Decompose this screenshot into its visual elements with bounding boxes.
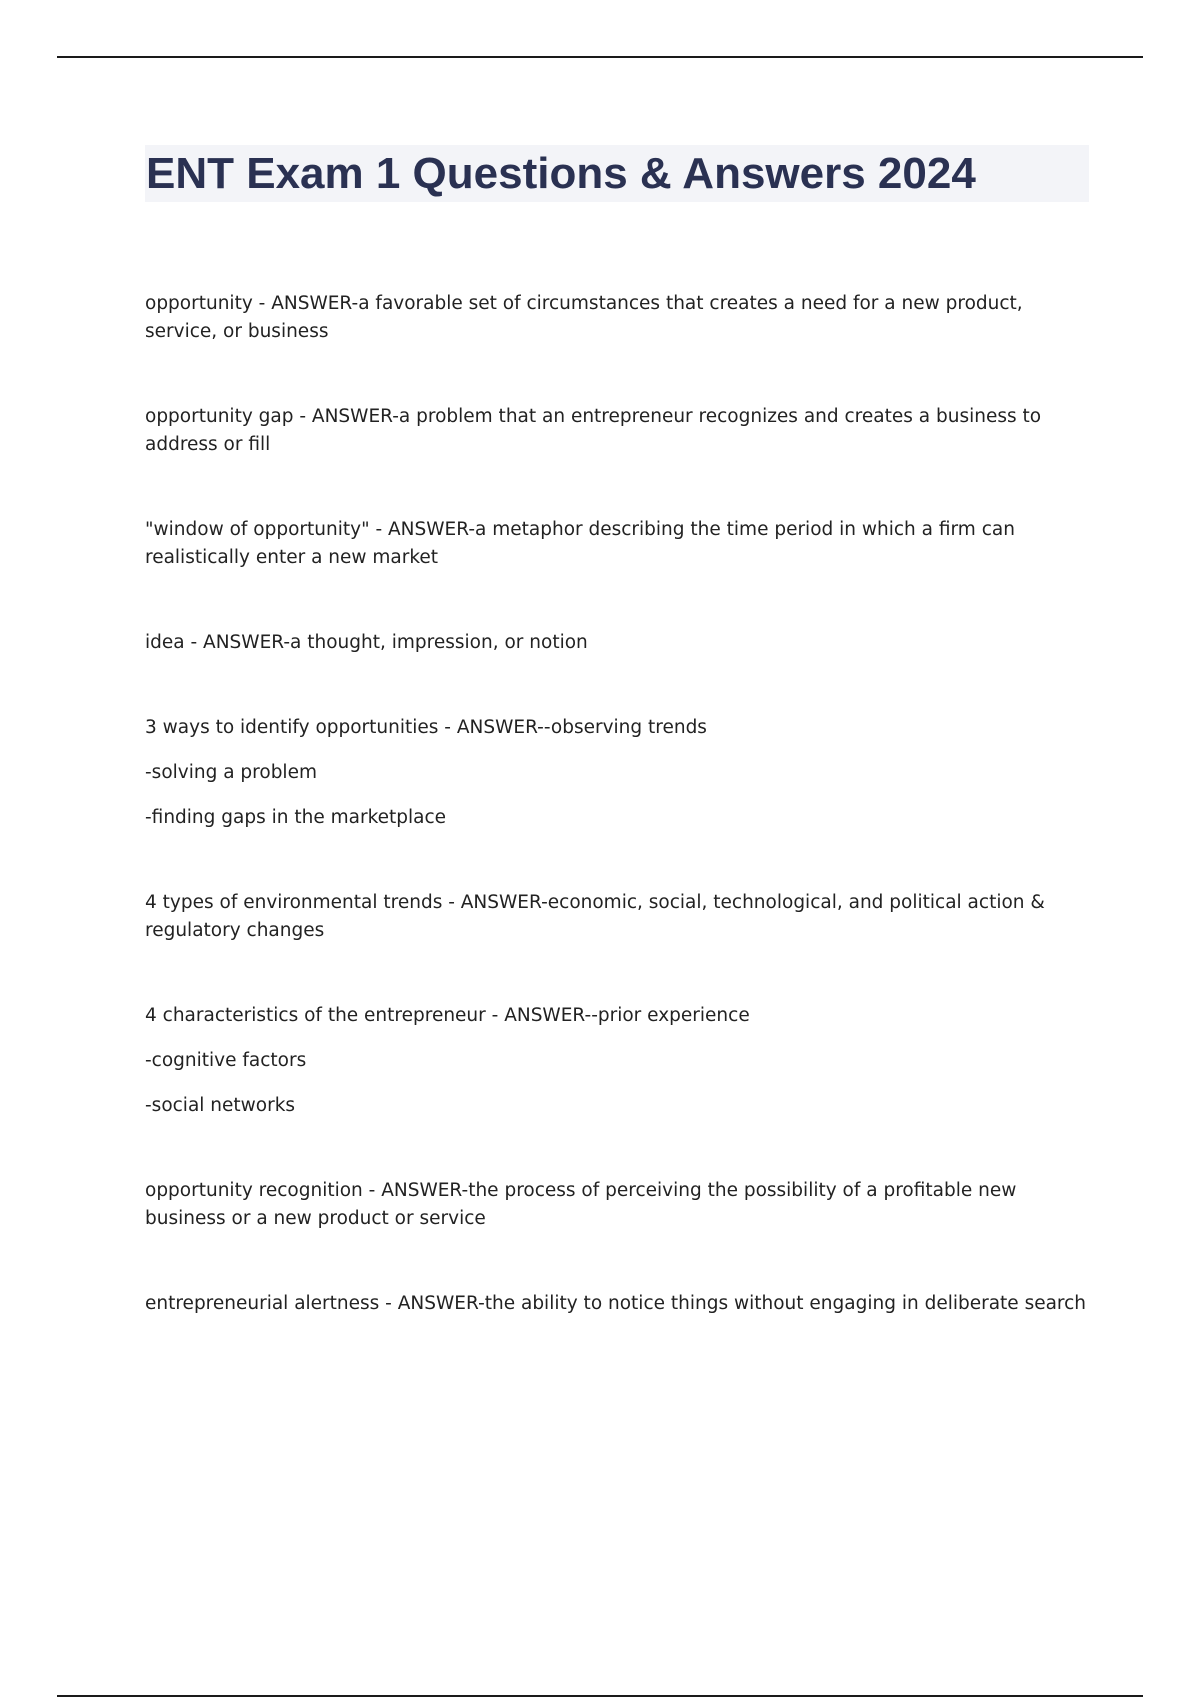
qa-text: 4 characteristics of the entrepreneur - ANSWER--prior experience — [145, 1005, 750, 1026]
qa-entry — [145, 889, 1095, 945]
qa-list — [145, 290, 1095, 1375]
qa-entry — [145, 629, 1095, 657]
top-rule — [57, 56, 1143, 58]
qa-list-item: -solving a problem — [145, 762, 317, 783]
qa-text: idea - ANSWER-a thought, impression, or notion — [145, 632, 588, 653]
qa-list-item: -social networks — [145, 1095, 296, 1116]
qa-entry — [145, 714, 1095, 832]
qa-text: opportunity gap - ANSWER-a problem that an entrepreneur recognizes and creates a business to address or fill — [145, 406, 1042, 455]
qa-list-item: -cognitive factors — [145, 1050, 307, 1071]
qa-text: 4 types of environmental trends - ANSWER-economic, social, technological, and political action & regulatory changes — [145, 892, 1045, 941]
qa-text: entrepreneurial alertness - ANSWER-the ability to notice things without engaging in deliberate search — [145, 1293, 1087, 1314]
qa-text: 3 ways to identify opportunities - ANSWER--observing trends — [145, 717, 707, 738]
qa-entry — [145, 403, 1095, 459]
qa-entry — [145, 290, 1095, 346]
qa-entry — [145, 1290, 1095, 1318]
qa-entry — [145, 1177, 1095, 1233]
qa-entry — [145, 516, 1095, 572]
qa-text: "window of opportunity" - ANSWER-a metaphor describing the time period in which a firm can realistically enter a new market — [145, 519, 1015, 568]
qa-text: opportunity recognition - ANSWER-the process of perceiving the possibility of a profitable new business or a new product or service — [145, 1180, 1017, 1229]
page-title: ENT Exam 1 Questions & Answers 2024 — [146, 149, 976, 198]
bottom-rule — [57, 1695, 1143, 1697]
qa-entry — [145, 1002, 1095, 1120]
qa-text: opportunity - ANSWER-a favorable set of circumstances that creates a need for a new product, service, or business — [145, 293, 1023, 342]
qa-list-item: -finding gaps in the marketplace — [145, 807, 447, 828]
